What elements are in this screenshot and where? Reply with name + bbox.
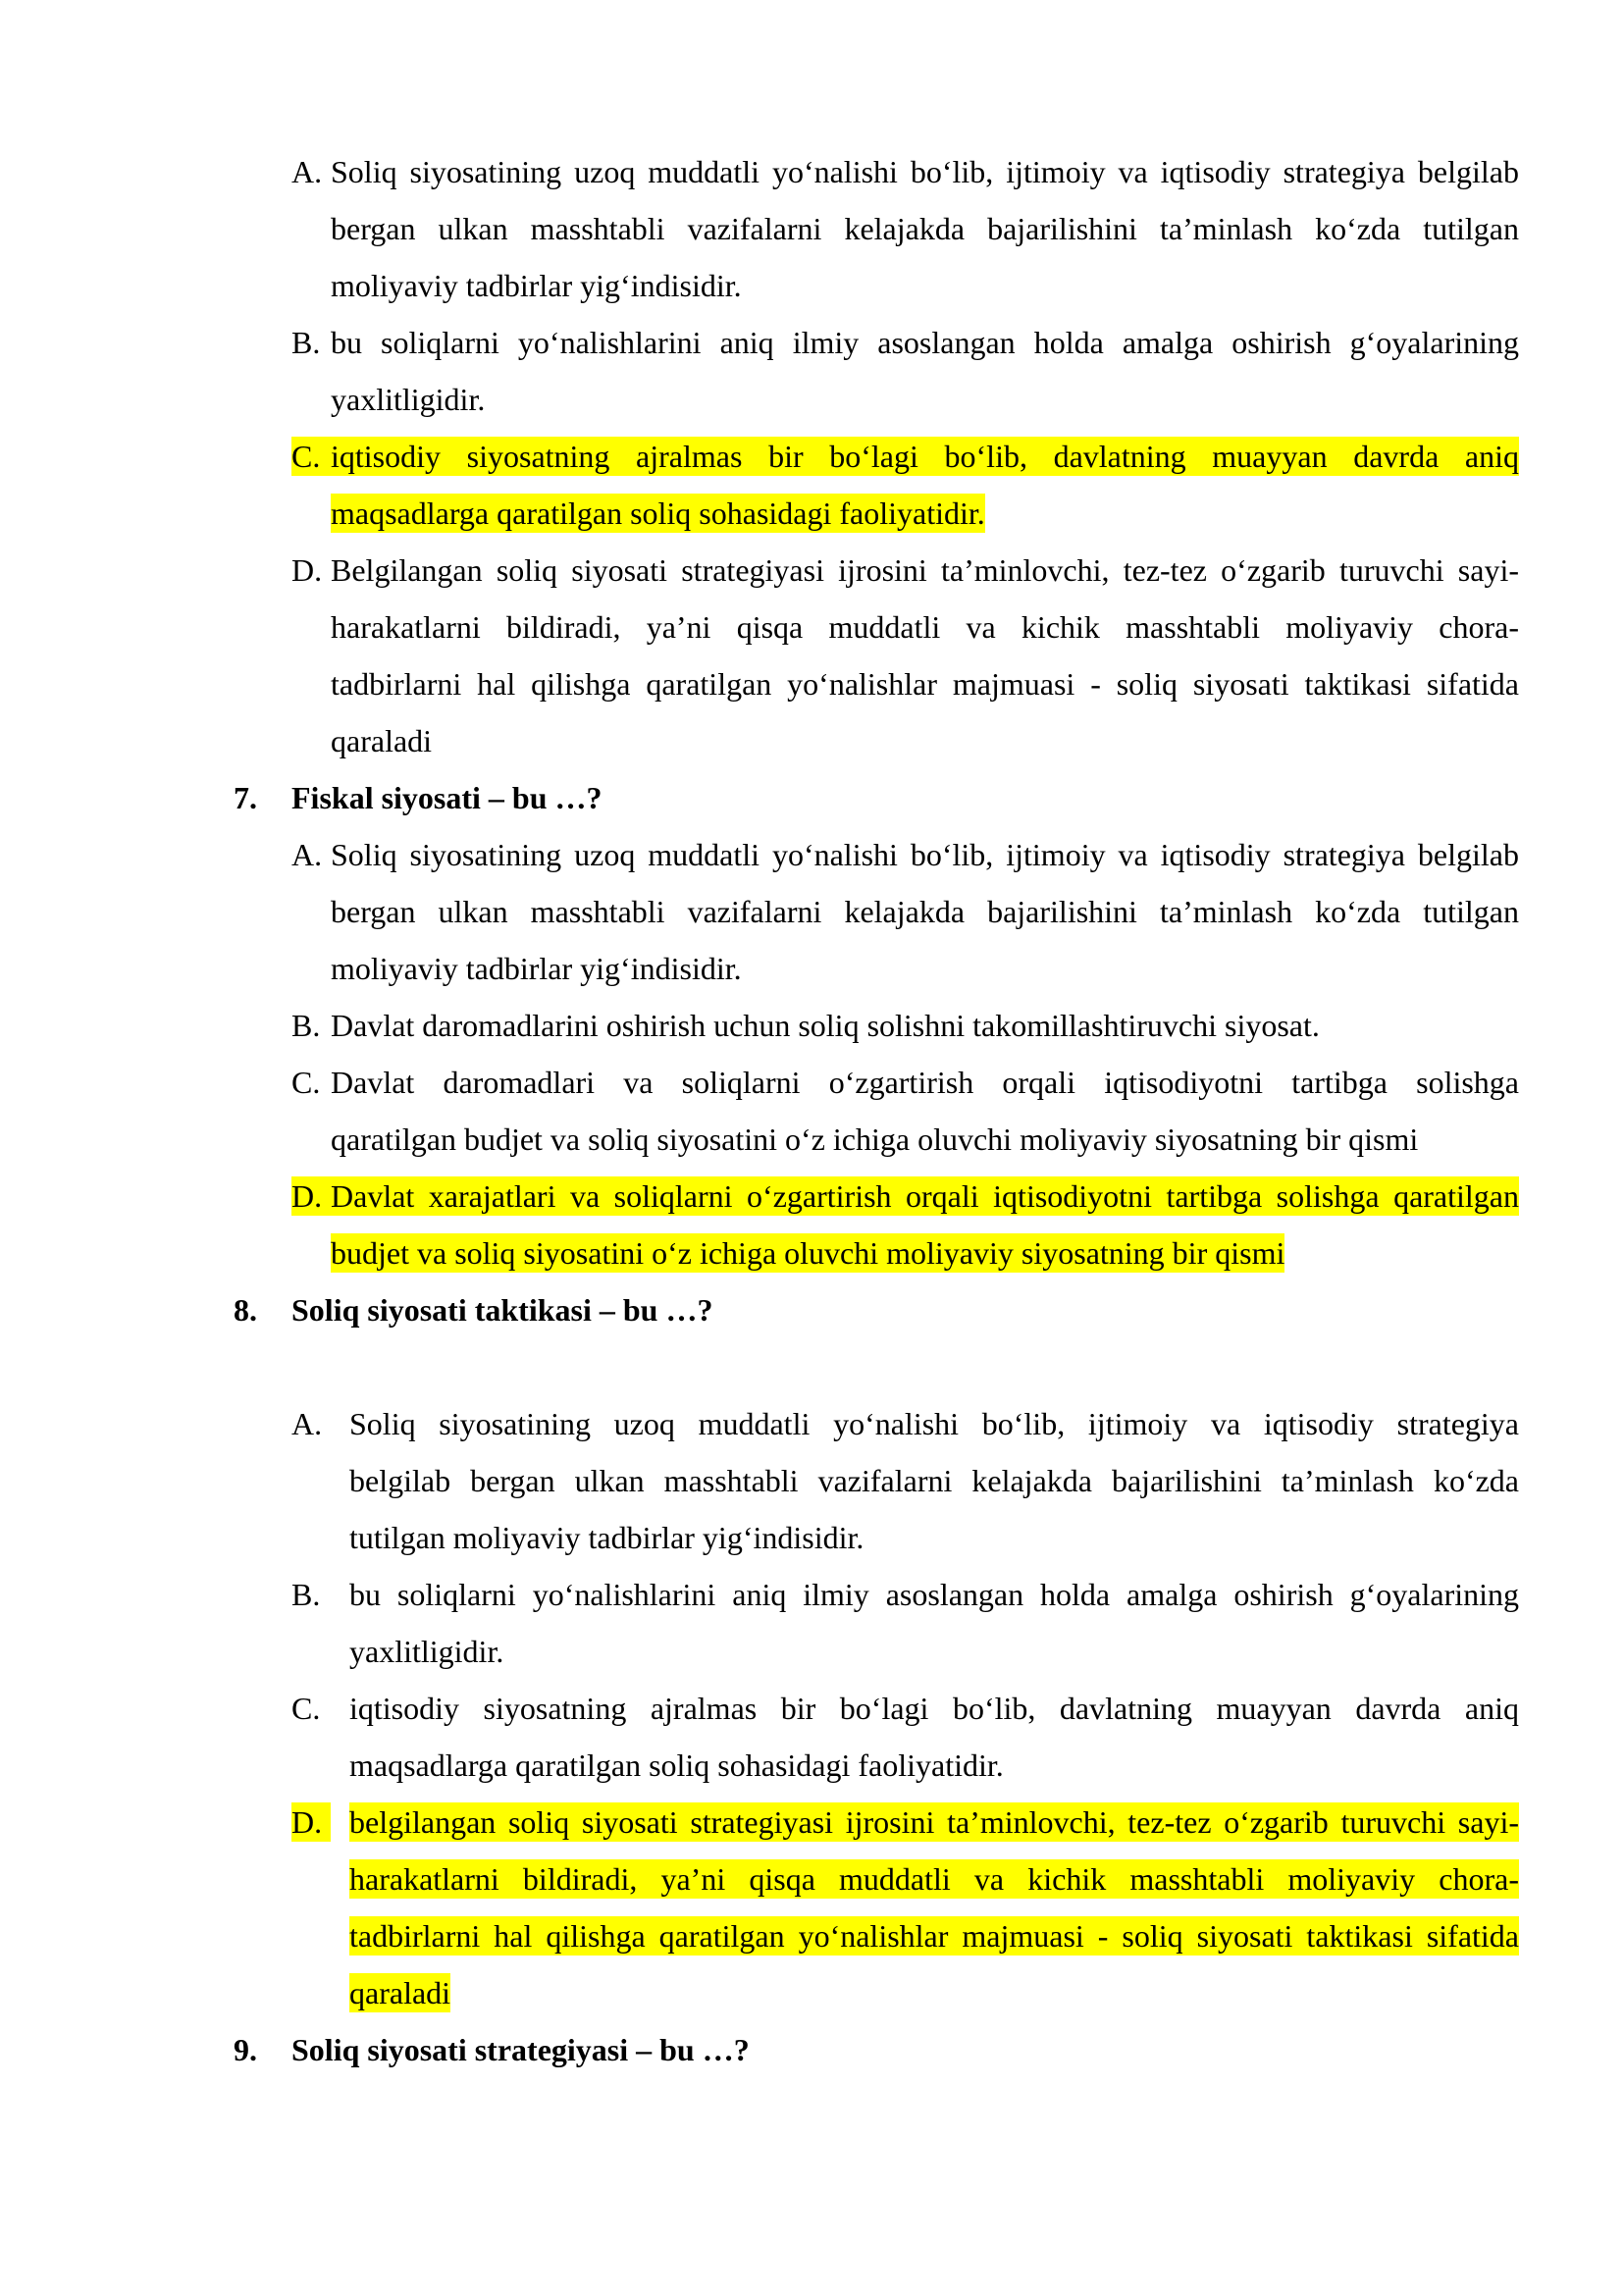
option-b-line-1: bu soliqlarni yo‘nalishlarini aniq ilmiy asoslangan holda amalga oshirish g‘oyalarining: [331, 325, 1519, 360]
question-number: 7.: [234, 780, 257, 815]
question-number: 9.: [234, 2032, 257, 2067]
option-a-line-1: Soliq siyosatining uzoq muddatli yo‘nalishi bo‘lib, ijtimoiy va iqtisodiy strategiya belgilab: [331, 154, 1519, 189]
option-d-line-4-correct: qaraladi: [349, 1975, 451, 2010]
option-a-line-3: tutilgan moliyaviy tadbirlar yig‘indisidir.: [349, 1520, 864, 1555]
option-d-line-1-correct: Davlat xarajatlari va soliqlarni o‘zgartirish orqali iqtisodiyotni tartibga solishga qaratilgan: [331, 1178, 1519, 1214]
option-a-line-2: bergan ulkan masshtabli vazifalarni kelajakda bajarilishini ta’minlash ko‘zda tutilgan: [331, 211, 1519, 246]
option-d-line-2: harakatlarni bildiradi, ya’ni qisqa muddatli va kichik masshtabli moliyaviy chora-: [331, 609, 1519, 645]
option-a-line-2: bergan ulkan masshtabli vazifalarni kelajakda bajarilishini ta’minlash ko‘zda tutilgan: [331, 894, 1519, 929]
option-c-line-1-correct: iqtisodiy siyosatning ajralmas bir bo‘lagi bo‘lib, davlatning muayyan davrda aniq: [331, 439, 1519, 474]
option-d-line-1: Belgilangan soliq siyosati strategiyasi ijrosini ta’minlovchi, tez-tez o‘zgarib turuvchi sayi-: [331, 552, 1519, 588]
option-letter: A.: [291, 837, 323, 872]
option-letter: A.: [291, 1406, 323, 1441]
option-a-line-1: Soliq siyosatining uzoq muddatli yo‘nalishi bo‘lib, ijtimoiy va iqtisodiy strategiya belgilab: [331, 837, 1519, 872]
option-a-line-2: belgilab bergan ulkan masshtabli vazifalarni kelajakda bajarilishini ta’minlash ko‘zda: [349, 1463, 1519, 1498]
option-letter: D.: [291, 552, 323, 588]
option-letter: B.: [291, 1577, 321, 1612]
option-b-line-1: bu soliqlarni yo‘nalishlarini aniq ilmiy asoslangan holda amalga oshirish g‘oyalarining: [349, 1577, 1519, 1612]
option-letter: C.: [291, 1065, 321, 1100]
option-b-line-1: Davlat daromadlarini oshirish uchun soliq solishni takomillashtiruvchi siyosat.: [331, 1008, 1320, 1043]
option-a-line-3: moliyaviy tadbirlar yig‘indisidir.: [331, 951, 742, 986]
option-a-line-1: Soliq siyosatining uzoq muddatli yo‘nalishi bo‘lib, ijtimoiy va iqtisodiy strategiya: [349, 1406, 1519, 1441]
option-d-line-3-correct: tadbirlarni hal qilishga qaratilgan yo‘nalishlar majmuasi - soliq siyosati taktikasi sifatida: [349, 1918, 1519, 1954]
question-text: Soliq siyosati taktikasi – bu …?: [291, 1292, 713, 1328]
option-letter-correct: D.: [291, 1802, 331, 1842]
option-letter: B.: [291, 325, 321, 360]
option-letter-correct: C.: [291, 437, 331, 476]
option-d-line-4: qaraladi: [331, 723, 433, 758]
option-letter: C.: [291, 1691, 321, 1726]
question-number: 8.: [234, 1292, 257, 1328]
option-c-line-2: maqsadlarga qaratilgan soliq sohasidagi faoliyatidir.: [349, 1747, 1004, 1783]
option-c-line-1: Davlat daromadlari va soliqlarni o‘zgartirish orqali iqtisodiyotni tartibga solishga: [331, 1065, 1519, 1100]
option-d-line-2-correct: harakatlarni bildiradi, ya’ni qisqa muddatli va kichik masshtabli moliyaviy chora-: [349, 1861, 1519, 1897]
option-letter: A.: [291, 154, 323, 189]
question-text: Soliq siyosati strategiyasi – bu …?: [291, 2032, 750, 2067]
option-d-line-1-correct: belgilangan soliq siyosati strategiyasi ijrosini ta’minlovchi, tez-tez o‘zgarib turuvchi sayi-: [349, 1804, 1519, 1840]
option-d-line-3: tadbirlarni hal qilishga qaratilgan yo‘nalishlar majmuasi - soliq siyosati taktikasi sifatida: [331, 666, 1519, 702]
option-b-line-2: yaxlitligidir.: [349, 1634, 504, 1669]
option-a-line-3: moliyaviy tadbirlar yig‘indisidir.: [331, 268, 742, 303]
option-b-line-2: yaxlitligidir.: [331, 382, 486, 417]
option-c-line-2-correct: maqsadlarga qaratilgan soliq sohasidagi faoliyatidir.: [331, 496, 985, 531]
question-text: Fiskal siyosati – bu …?: [291, 780, 602, 815]
option-c-line-1: iqtisodiy siyosatning ajralmas bir bo‘lagi bo‘lib, davlatning muayyan davrda aniq: [349, 1691, 1519, 1726]
option-c-line-2: qaratilgan budjet va soliq siyosatini o‘z ichiga oluvchi moliyaviy siyosatning bir qismi: [331, 1121, 1419, 1157]
option-letter: B.: [291, 1008, 321, 1043]
option-letter-correct: D.: [291, 1176, 331, 1216]
option-d-line-2-correct: budjet va soliq siyosatini o‘z ichiga oluvchi moliyaviy siyosatning bir qismi: [331, 1235, 1285, 1271]
